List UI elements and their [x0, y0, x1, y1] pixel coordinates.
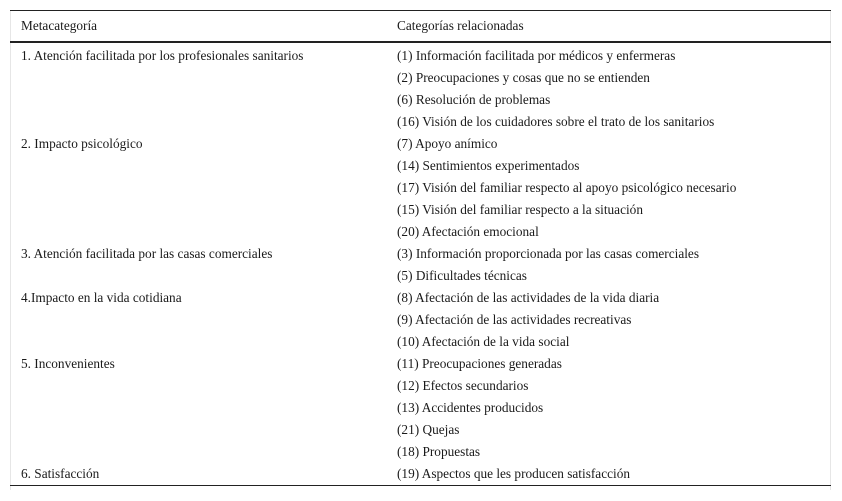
table-row [10, 155, 831, 177]
category-cell: (12) Efectos secundarios [397, 377, 529, 393]
metacategory-cell [10, 199, 386, 221]
table-row [10, 221, 831, 243]
metacategory-cell [10, 221, 386, 243]
metacategory-cell [10, 397, 386, 419]
metacategory-cell [10, 111, 386, 133]
metacategory-cell: 2. Impacto psicológico [21, 135, 143, 151]
table-row [10, 243, 831, 265]
category-cell: (1) Información facilitada por médicos y enfermeras [397, 47, 676, 63]
metacategory-cell: 6. Satisfacción [10, 463, 386, 486]
category-cell: (2) Preocupaciones y cosas que no se entienden [397, 69, 650, 85]
header-related-categories: Categorías relacionadas [386, 11, 831, 42]
metacategory-cell [10, 67, 386, 89]
table-row [10, 42, 831, 67]
table-row [10, 199, 831, 221]
metacategory-cell [10, 441, 386, 463]
metacategory-cell: 4.Impacto en la vida cotidiana [21, 289, 182, 305]
category-cell: (5) Dificultades técnicas [397, 267, 527, 283]
table-row [10, 353, 831, 375]
category-cell: (16) Visión de los cuidadores sobre el trato de los sanitarios [397, 113, 715, 129]
header-row [10, 11, 831, 42]
metacategory-cell [10, 177, 386, 199]
category-cell: (10) Afectación de la vida social [397, 333, 570, 349]
header-metacategory: Metacategoría [10, 11, 386, 42]
category-cell: (3) Información proporcionada por las casas comerciales [397, 245, 700, 261]
table-row [10, 309, 831, 331]
table-row [10, 133, 831, 155]
table-row [10, 419, 831, 441]
category-cell: (19) Aspectos que les producen satisfacción [386, 463, 831, 486]
metacategory-cell [10, 265, 386, 287]
category-cell: (20) Afectación emocional [397, 223, 539, 239]
category-cell: (14) Sentimientos experimentados [397, 157, 580, 173]
metacategory-cell: 1. Atención facilitada por los profesionales sanitarios [21, 47, 304, 63]
category-cell: (8) Afectación de las actividades de la vida diaria [397, 289, 660, 305]
category-cell: (15) Visión del familiar respecto a la situación [397, 201, 643, 217]
table-row [10, 331, 831, 353]
metacategory-cell [10, 309, 386, 331]
table-row [10, 441, 831, 463]
table-row [10, 265, 831, 287]
table-row [10, 67, 831, 89]
metacategory-cell [10, 375, 386, 397]
table-row [10, 375, 831, 397]
category-cell: (17) Visión del familiar respecto al apoyo psicológico necesario [397, 179, 737, 195]
metacategory-cell [10, 331, 386, 353]
metacategory-cell: 5. Inconvenientes [21, 355, 115, 371]
table-row [10, 177, 831, 199]
table-body [10, 42, 831, 486]
category-cell: (21) Quejas [397, 421, 460, 437]
metacategory-cell: 3. Atención facilitada por las casas comerciales [21, 245, 273, 261]
category-cell: (7) Apoyo anímico [397, 135, 498, 151]
category-cell: (18) Propuestas [397, 443, 481, 459]
category-cell: (13) Accidentes producidos [397, 399, 544, 415]
table-row [10, 89, 831, 111]
category-cell: (9) Afectación de las actividades recreativas [397, 311, 632, 327]
table-row [10, 463, 831, 486]
metacategory-table [10, 10, 831, 486]
metacategory-cell [10, 419, 386, 441]
category-cell: (6) Resolución de problemas [397, 91, 551, 107]
table-row [10, 287, 831, 309]
table-row [10, 111, 831, 133]
category-cell: (11) Preocupaciones generadas [397, 355, 562, 371]
table-header [10, 11, 831, 42]
metacategory-cell [10, 155, 386, 177]
table-row [10, 397, 831, 419]
metacategory-cell [10, 89, 386, 111]
